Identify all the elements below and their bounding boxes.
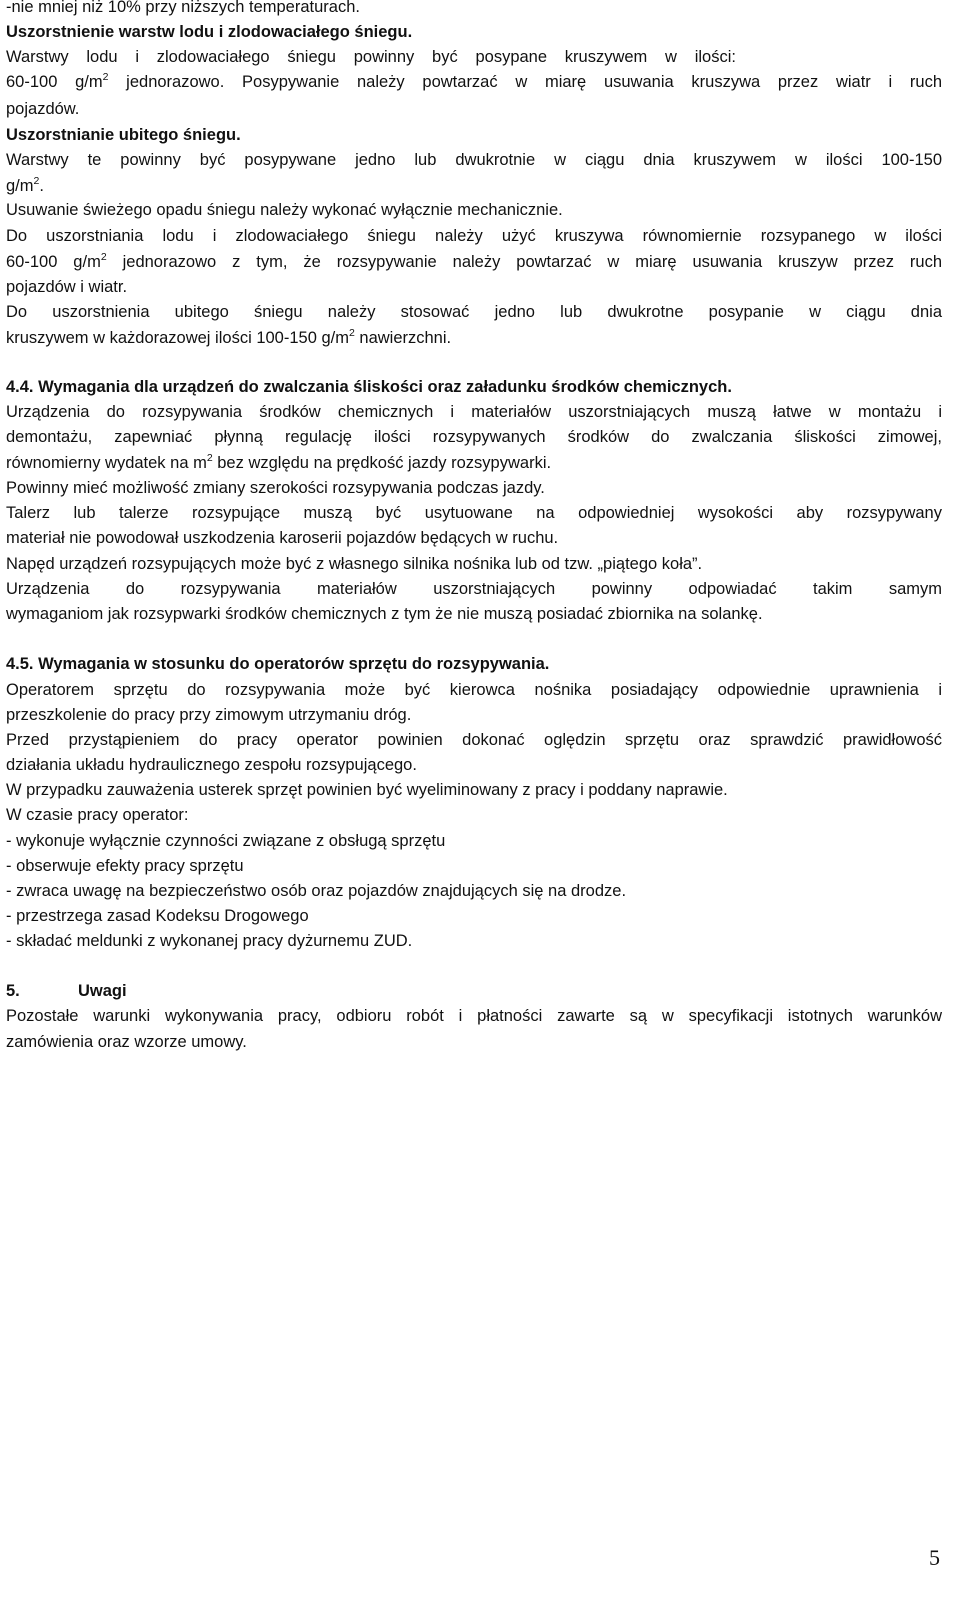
- text-line: wymaganiom jak rozsypwarki środków chemicznych z tym że nie muszą posiadać zbiornika na solankę.: [6, 605, 763, 623]
- page-number: 5: [929, 1545, 940, 1570]
- text-line: materiał nie powodował uszkodzenia karoserii pojazdów będących w ruchu.: [6, 529, 559, 547]
- text-line: 60-100 $g/m^2$ jednorazowo. Posypywanie należy powtarzać w miarę usuwania kruszywa przez wiatr i ruch: [6, 71, 942, 91]
- section-heading-4-4: 4.4. Wymagania dla urządzeń do zwalczania śliskości oraz załadunku środków chemicznych.: [6, 378, 732, 396]
- text-line: Napęd urządzeń rozsypujących może być z własnego silnika nośnika lub od tzw. „piątego koła”.: [6, 555, 703, 573]
- text-line: W czasie pracy operator:: [6, 806, 189, 824]
- text-line: Przed przystąpieniem do pracy operator powinien dokonać oględzin sprzętu oraz sprawdzić prawidłowość: [6, 731, 942, 749]
- section-title: Uwagi: [78, 982, 127, 1000]
- text-line: Pozostałe warunki wykonywania pracy, odbioru robót i płatności zawarte są w specyfikacji istotnych warunków: [6, 1007, 942, 1025]
- text-line: demontażu, zapewniać płynną regulację ilości rozsypywanych środków do zwalczania śliskości zimowej,: [6, 428, 942, 446]
- text-line: 60-100 $g/m^2$ jednorazowo z tym, że rozsypywanie należy powtarzać w miarę usuwania kruszyw przez ruch: [6, 251, 942, 271]
- section-heading-4-5: 4.5. Wymagania w stosunku do operatorów sprzętu do rozsypywania.: [6, 655, 550, 673]
- list-item: - przestrzega zasad Kodeksu Drogowego: [6, 907, 309, 925]
- list-item: - zwraca uwagę na bezpieczeństwo osób oraz pojazdów znajdujących się na drodze.: [6, 882, 627, 900]
- text-line: pojazdów i wiatr.: [6, 278, 128, 296]
- section-number: 5.: [6, 982, 20, 1000]
- text-line: zamówienia oraz wzorze umowy.: [6, 1033, 247, 1051]
- text-line: Urządzenia do rozsypywania materiałów uszorstniających powinny odpowiadać takim samym: [6, 580, 942, 598]
- text-line: W przypadku zauważenia usterek sprzęt powinien być wyeliminowany z pracy i poddany naprawie.: [6, 781, 728, 799]
- text-line: Powinny mieć możliwość zmiany szerokości rozsypywania podczas jazdy.: [6, 479, 545, 497]
- text-line: działania układu hydraulicznego zespołu rozsypującego.: [6, 756, 417, 774]
- text-line: Operatorem sprzętu do rozsypywania może być kierowca nośnika posiadający odpowiednie uprawnienia i: [6, 681, 942, 699]
- text-line: Urządzenia do rozsypywania środków chemicznych i materiałów uszorstniających muszą łatwe w montażu i: [6, 403, 942, 421]
- text-line: $g/m^2$.: [6, 175, 44, 195]
- list-item: - składać meldunki z wykonanej pracy dyżurnemu ZUD.: [6, 932, 413, 950]
- text-line: Do uszorstnienia ubitego śniegu należy stosować jedno lub dwukrotne posypanie w ciągu dnia: [6, 303, 942, 321]
- text-line: Usuwanie świeżego opadu śniegu należy wykonać wyłącznie mechanicznie.: [6, 201, 563, 219]
- text-line: Warstwy te powinny być posypywane jedno lub dwukrotnie w ciągu dnia kruszywem w ilości 100-150: [6, 151, 942, 169]
- text-line: Talerz lub talerze rozsypujące muszą być usytuowane na odpowiedniej wysokości aby rozsypywany: [6, 504, 942, 522]
- section-heading-5: [6, 980, 942, 1002]
- text-line: kruszywem w każdorazowej ilości 100-150 $g/m^2$ nawierzchni.: [6, 327, 452, 347]
- text-line: Do uszorstniania lodu i zlodowaciałego śniegu należy użyć kruszywa równomiernie rozsypanego w ilości: [6, 227, 942, 245]
- list-item: - wykonuje wyłącznie czynności związane z obsługą sprzętu: [6, 832, 446, 850]
- text-line: równomierny wydatek na $m^2$ bez względu na prędkość jazdy rozsypywarki.: [6, 452, 552, 472]
- text-line: -nie mniej niż 10% przy niższych temperaturach.: [6, 0, 360, 16]
- text-line: przeszkolenie do pracy przy zimowym utrzymaniu dróg.: [6, 706, 412, 724]
- subheading-compacted-snow: Uszorstnianie ubitego śniegu.: [6, 126, 241, 144]
- text-line: pojazdów.: [6, 100, 80, 118]
- subheading-ice-roughening: Uszorstnienie warstw lodu i zlodowaciałego śniegu.: [6, 23, 413, 41]
- list-item: - obserwuje efekty pracy sprzętu: [6, 857, 244, 875]
- text-line: Warstwy lodu i zlodowaciałego śniegu powinny być posypane kruszywem w ilości:: [6, 48, 736, 66]
